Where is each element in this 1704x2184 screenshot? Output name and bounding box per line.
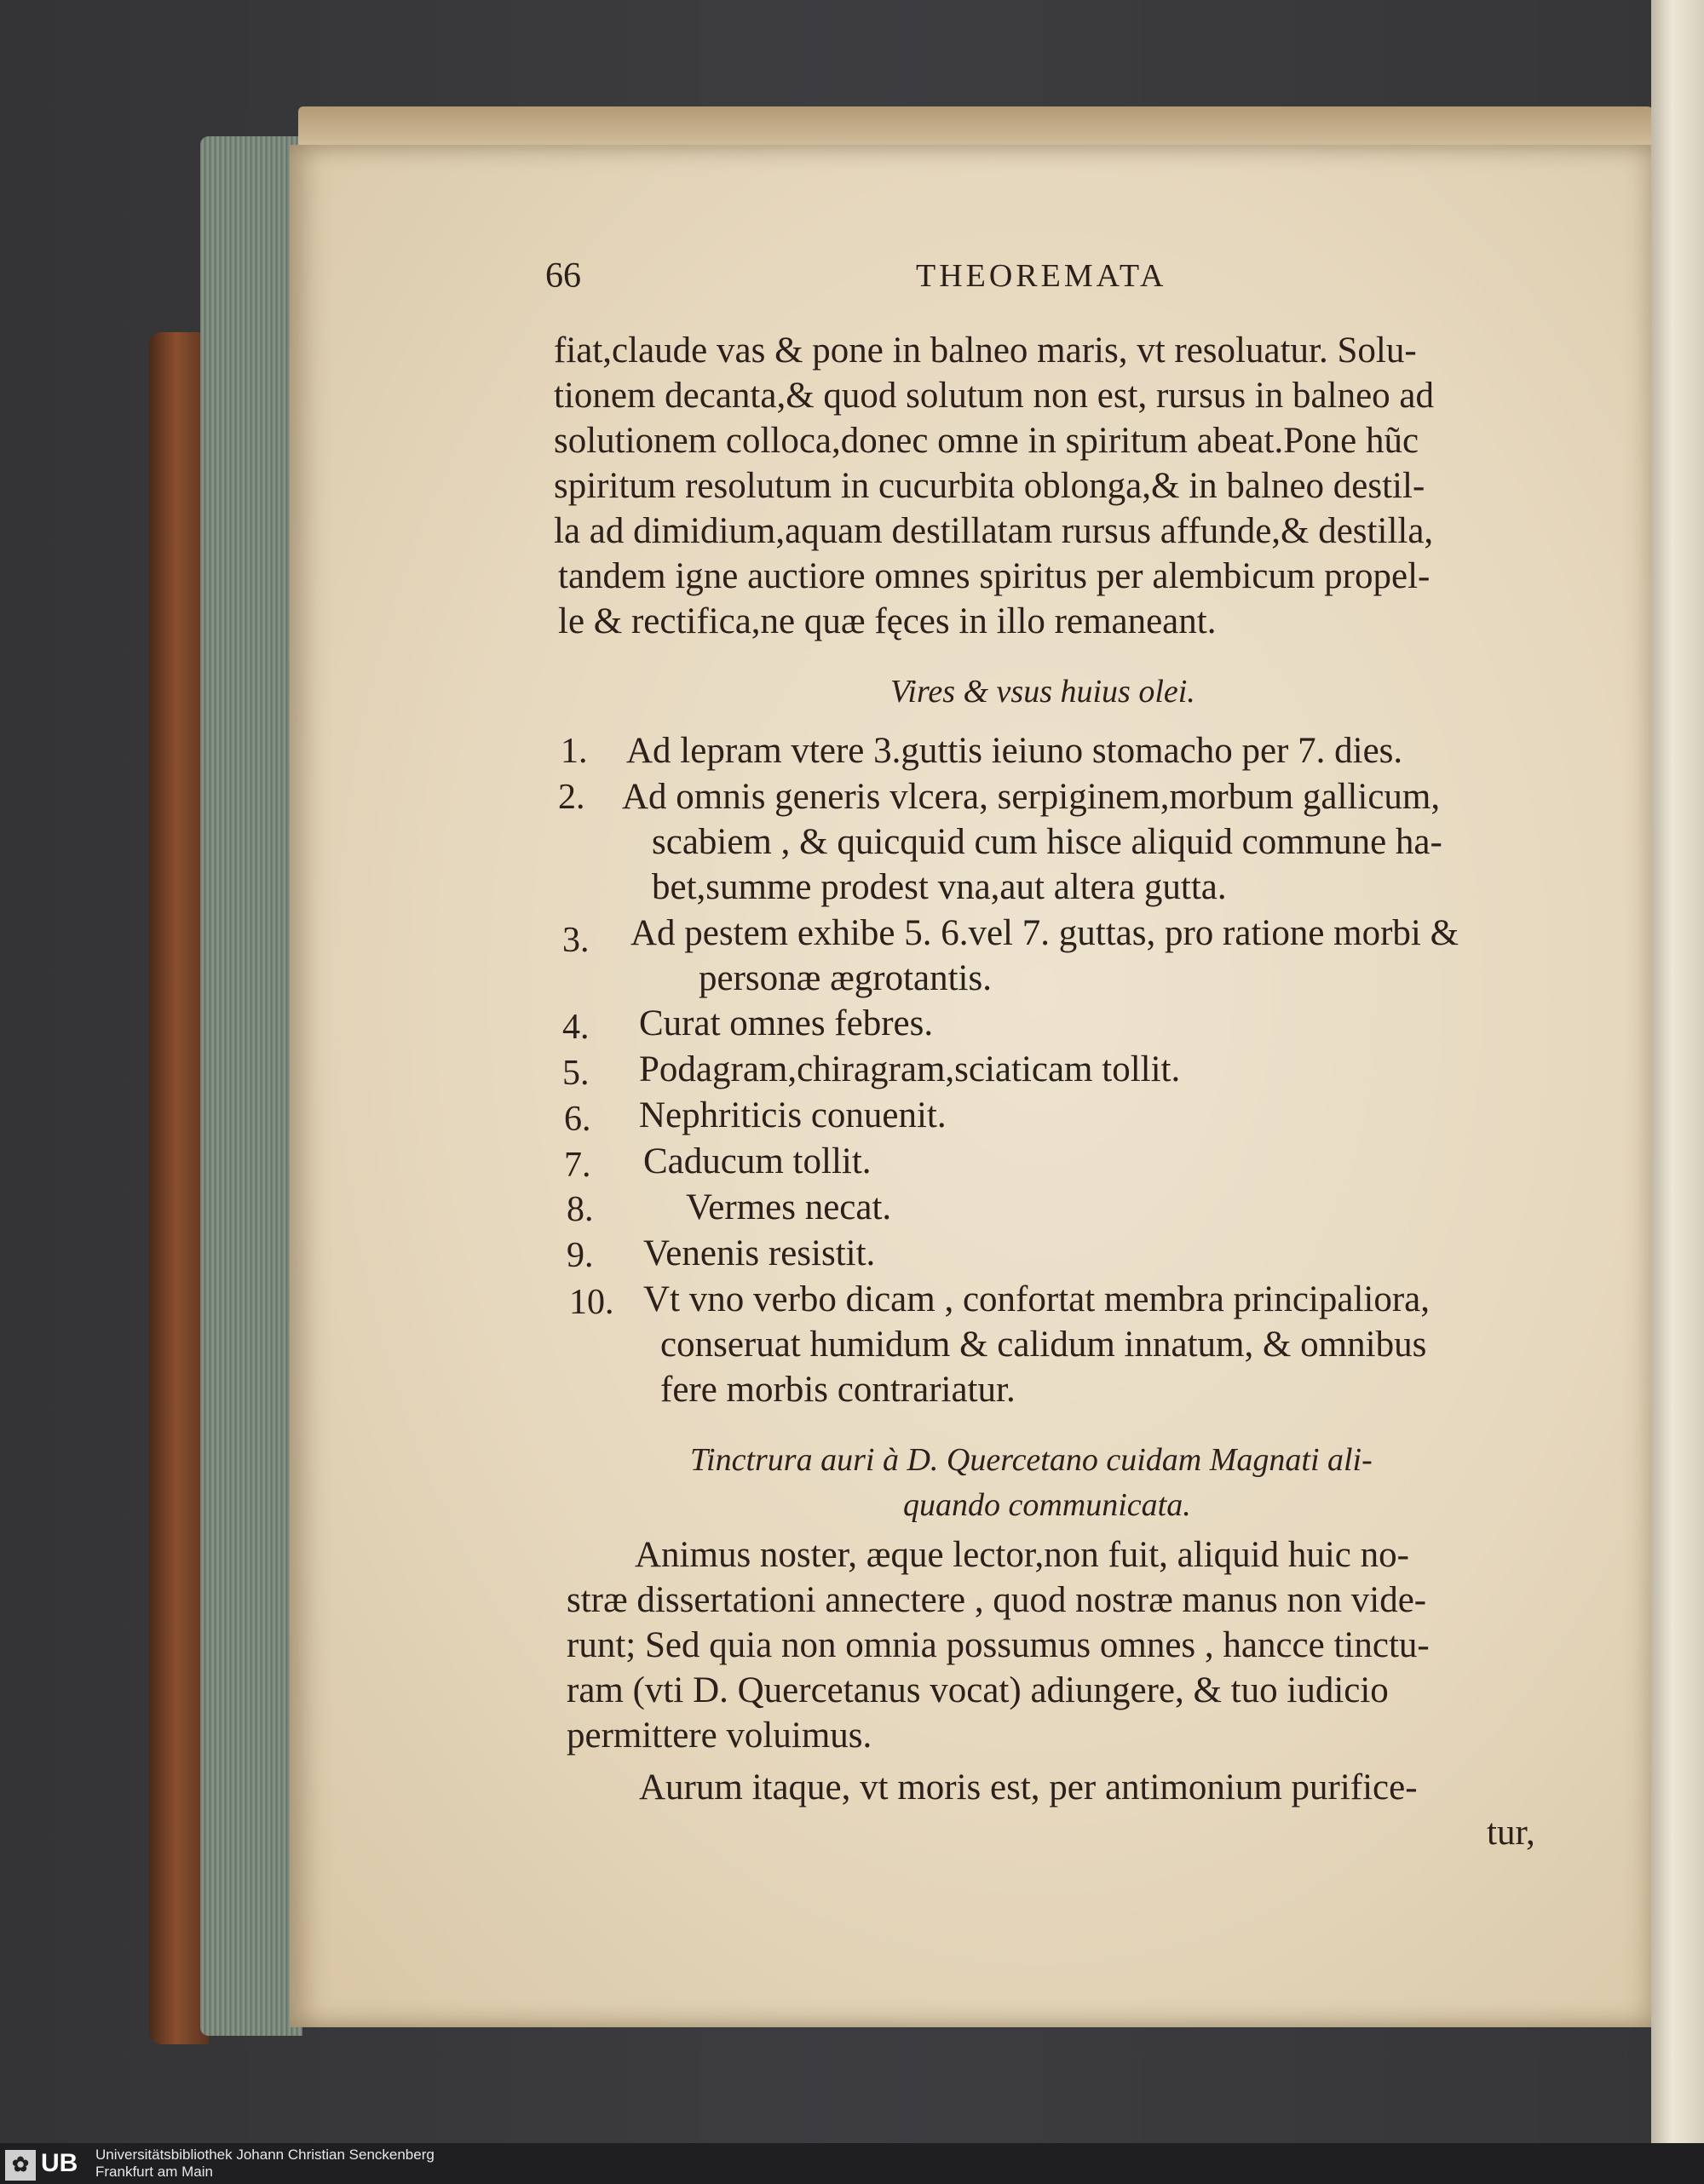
list-number: 1.: [561, 732, 588, 771]
page-stack-edge: [200, 136, 302, 2036]
list-number: 2.: [558, 778, 585, 817]
list-number: 9.: [567, 1236, 594, 1275]
list-item: bet,summe prodest vna,aut altera gutta.: [652, 867, 1227, 907]
running-title: THEOREMATA: [916, 258, 1167, 294]
text-line: solutionem colloca,donec omne in spiritum abeat.Pone hũc: [554, 421, 1419, 461]
library-name: [95, 2147, 435, 2181]
list-item: fere morbis contrariatur.: [660, 1370, 1016, 1410]
list-number: 10.: [569, 1283, 614, 1322]
text-line: le & rectifica,ne quæ fęces in illo remaneant.: [558, 601, 1217, 641]
ub-logo: [5, 2148, 90, 2179]
text-line: Animus noster, æque lector,non fuit, aliquid huic no-: [635, 1535, 1409, 1575]
section-heading: Tinctrura auri à D. Quercetano cuidam Magnati ali-: [690, 1442, 1373, 1478]
list-item: conseruat humidum & calidum innatum, & omnibus: [660, 1325, 1427, 1365]
library-name-line2: Frankfurt am Main: [95, 2164, 213, 2180]
list-item: Ad lepram vtere 3.guttis ieiuno stomacho per 7. dies.: [626, 731, 1403, 771]
text-line: ram (vti D. Quercetanus vocat) adiungere, & tuo iudicio: [567, 1670, 1389, 1710]
section-heading: Vires & vsus huius olei.: [890, 674, 1195, 710]
text-line: stræ dissertationi annectere , quod nostræ manus non vide-: [567, 1580, 1427, 1620]
list-number: 6.: [564, 1100, 591, 1139]
list-item: Curat omnes febres.: [639, 1003, 934, 1043]
list-item: Vt vno verbo dicam , confortat membra principaliora,: [643, 1279, 1430, 1319]
catchword: tur,: [1487, 1813, 1535, 1853]
list-number: 8.: [567, 1190, 594, 1229]
list-number: 5.: [562, 1054, 590, 1093]
list-item: scabiem , & quicquid cum hisce aliquid commune ha-: [652, 822, 1442, 862]
text-line: permittere voluimus.: [567, 1716, 872, 1756]
list-item: Nephriticis conuenit.: [639, 1095, 947, 1135]
list-item: Venenis resistit.: [643, 1233, 876, 1273]
list-number: 3.: [562, 921, 590, 960]
next-page-edge: [1651, 0, 1704, 2147]
list-item: Ad pestem exhibe 5. 6.vel 7. guttas, pro ratione morbi &: [630, 913, 1459, 953]
page-number: 66: [545, 256, 581, 296]
list-number: 4.: [562, 1008, 590, 1047]
text-line: spiritum resolutum in cucurbita oblonga,& in balneo destil-: [554, 466, 1425, 506]
list-item: Caducum tollit.: [643, 1141, 872, 1181]
library-emblem-icon: ✿: [5, 2150, 36, 2181]
list-number: 7.: [564, 1146, 591, 1185]
list-item: personæ ægrotantis.: [699, 958, 992, 998]
library-name-line1: Universitätsbibliothek Johann Christian Senckenberg: [95, 2147, 435, 2163]
text-line: Aurum itaque, vt moris est, per antimonium purifice-: [639, 1767, 1418, 1808]
text-line: runt; Sed quia non omnia possumus omnes , hancce tinctu-: [567, 1625, 1430, 1665]
text-line: tandem igne auctiore omnes spiritus per alembicum propel-: [558, 556, 1431, 596]
list-item: Ad omnis generis vlcera, serpiginem,morbum gallicum,: [622, 777, 1441, 817]
library-footer: [0, 2143, 1704, 2184]
logo-text: UB: [41, 2149, 78, 2177]
list-item: Podagram,chiragram,sciaticam tollit.: [639, 1049, 1181, 1089]
list-item: Vermes necat.: [686, 1187, 892, 1227]
text-line: tionem decanta,& quod solutum non est, rursus in balneo ad: [554, 376, 1435, 416]
section-heading: quando communicata.: [903, 1487, 1191, 1523]
text-line: fiat,claude vas & pone in balneo maris, vt resoluatur. Solu-: [554, 330, 1417, 371]
text-line: la ad dimidium,aquam destillatam rursus affunde,& destilla,: [554, 511, 1434, 551]
